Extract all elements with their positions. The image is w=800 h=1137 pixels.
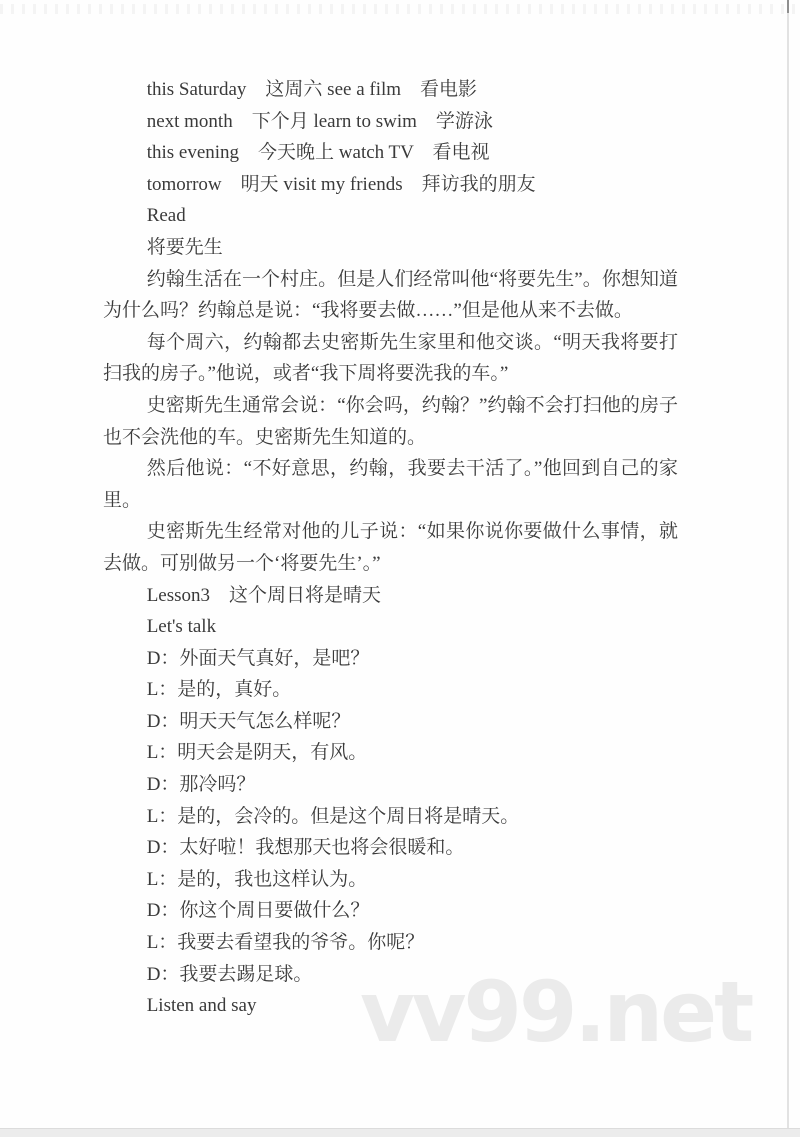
bottom-edge-scan-strip: [0, 1128, 800, 1137]
right-edge-scan-line: [787, 0, 789, 1129]
document-body: [103, 74, 678, 1022]
vocab-line: this Saturday 这周六 see a film 看电影: [146, 79, 478, 100]
vocab-line: tomorrow 明天 visit my friends 拜访我的朋友: [146, 173, 536, 195]
dialogue-line: D：你这个周日要做什么？: [146, 900, 370, 922]
vocab-line: this evening 今天晚上 watch TV 看电视: [146, 142, 490, 164]
listen-heading: Listen and say: [146, 995, 257, 1017]
vocab-line: next month 下个月 learn to swim 学游泳: [146, 110, 493, 132]
dialogue-line: D：我要去踢足球。: [146, 963, 313, 985]
dialogue-line: L：我要去看望我的爷爷。你呢？: [146, 932, 425, 954]
story-paragraph: 每个周六，约翰都去史密斯先生家里和他交谈。“明天我将要打扫我的房子。”他说，或者“我下周将要洗我的车。”: [103, 331, 678, 385]
lesson-heading: Lesson3 这个周日将是晴天: [146, 584, 382, 606]
dialogue-line: L：是的，会冷的。但是这个周日将是晴天。: [146, 805, 520, 827]
dialogue-line: L：明天会是阴天，有风。: [146, 742, 368, 764]
watermark-text: vv99.net: [360, 963, 752, 1061]
dialogue-line: D：明天天气怎么样呢？: [146, 710, 351, 732]
story-paragraph: 史密斯先生通常会说：“你会吗，约翰？”约翰不会打扫他的房子也不会洗他的车。史密斯先生知道的。: [103, 394, 678, 448]
story-paragraph: 约翰生活在一个村庄。但是人们经常叫他“将要先生”。你想知道为什么吗？约翰总是说：“我将要去做……”但是他从来不去做。: [103, 268, 678, 322]
dialogue-line: D：太好啦！我想那天也将会很暖和。: [146, 837, 465, 859]
dialogue-line: D：外面天气真好，是吧？: [146, 647, 370, 669]
dialogue-line: L：是的，真好。: [146, 679, 292, 701]
read-heading: Read: [146, 205, 186, 227]
top-edge-scan-artifact: [0, 4, 800, 14]
right-edge-scan-line-cap: [787, 0, 789, 13]
story-title: 将要先生: [146, 236, 223, 258]
lets-talk-heading: Let's talk: [146, 616, 217, 638]
dialogue-line: L：是的，我也这样认为。: [146, 868, 368, 890]
dialogue-line: D：那冷吗？: [146, 774, 256, 796]
story-paragraph: 然后他说：“不好意思，约翰，我要去干活了。”他回到自己的家里。: [103, 458, 678, 511]
story-paragraph: 史密斯先生经常对他的儿子说：“如果你说你要做什么事情，就去做。可别做另一个‘将要先生’。”: [103, 521, 678, 574]
